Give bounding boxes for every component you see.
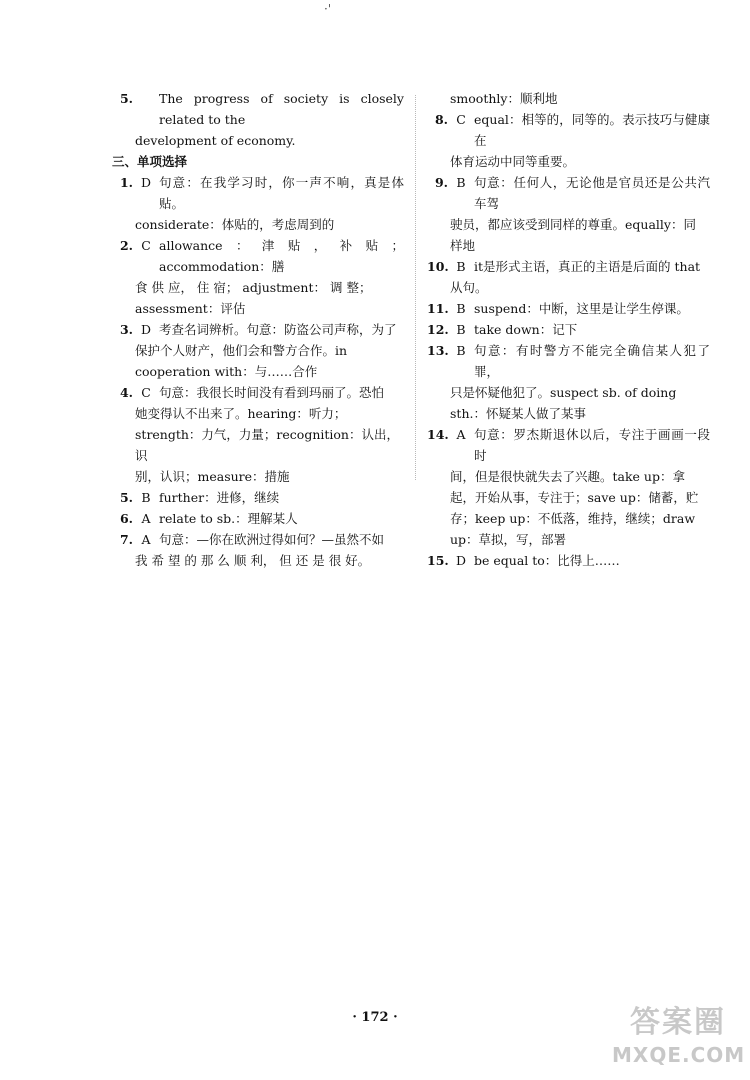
item-answer: C [141,385,151,400]
item-continuation: 驶员，都应该受到同样的尊重。equally：同 [450,217,696,232]
item-answer: B [456,259,466,274]
item-answer: A [456,427,466,442]
item-continuation: 我 希 望 的 那 么 顺 利， 但 还 是 很 好。 [135,553,371,568]
item-number: 4. [119,385,133,400]
answer-item [112,529,404,550]
answer-list [427,109,710,571]
item-number: 2. [119,238,133,253]
item-number: 5. [119,91,133,106]
item-answer: C [456,112,466,127]
item-text: allowance：津贴，补贴；accommodation：膳 [159,238,404,274]
item-text: further：进修，继续 [159,490,280,505]
item-continuation: smoothly：顺利地 [450,91,558,106]
item-text: 句意：在我学习时，你一声不响，真是体贴。 [159,175,404,211]
item-number: 13. [427,343,449,358]
item-text: equal：相等的，同等的。表示技巧与健康在 [474,112,710,148]
item-answer: C [141,238,151,253]
item-continuation: considerate：体贴的，考虑周到的 [135,217,335,232]
item-number: 1. [119,175,133,190]
item-number: 10. [427,259,449,274]
item-continuation: 她变得认不出来了。hearing：听力； [135,406,347,421]
item-text: 考查名词辨析。句意：防盗公司声称，为了 [159,322,397,337]
item-answer: D [140,175,152,190]
answer-item [112,235,404,277]
section-heading: 三、单项选择 [112,154,188,169]
item-answer: B [456,322,466,337]
answer-item [427,298,710,319]
item-number: 12. [427,322,449,337]
item-continuation: strength：力气，力量；recognition：认出，识 [135,427,399,463]
answer-item [112,487,404,508]
item-continuation: sth.：怀疑某人做了某事 [450,406,586,421]
item-text: relate to sb.：理解某人 [159,511,298,526]
watermark-url: MXQE.COM [612,1043,746,1067]
item-continuation: cooperation with：与……合作 [135,364,318,379]
answer-item [427,256,710,277]
item-continuation: assessment：评估 [135,301,246,316]
item-text: be equal to：比得上…… [474,553,620,568]
item-continuation: 间，但是很快就失去了兴趣。take up：拿 [450,469,685,484]
item-number: 5. [119,490,133,505]
item-answer [133,88,159,130]
item-text: 句意：—你在欧洲过得如何？—虽然不如 [159,532,385,547]
answer-item [112,172,404,214]
answer-item [427,424,710,466]
item-continuation: up：草拟，写，部署 [450,532,567,547]
item-number: 6. [119,511,133,526]
page-number: · 172 · [352,1010,398,1025]
item-answer: D [140,322,152,337]
item-answer: B [456,301,466,316]
item-answer: B [141,490,151,505]
item-number: 9. [434,175,448,190]
item-number: 11. [427,301,449,316]
answer-item [112,319,404,340]
item-number: 3. [119,322,133,337]
answer-item [427,319,710,340]
item-answer: B [456,175,466,190]
item-number: 8. [434,112,448,127]
item-number: 15. [427,553,449,568]
item-continuation: 保护个人财产，他们会和警方合作。in [135,343,348,358]
item-continuation: 起，开始从事，专注于；save up：储蓄，贮 [450,490,699,505]
item-continuation: 存；keep up：不低落，维持，继续；draw [450,511,696,526]
item-number: 14. [427,427,449,442]
answer-item [427,340,710,382]
item-text: 句意：罗杰斯退休以后，专注于画画一段时 [474,427,710,463]
item-text: take down：记下 [474,322,578,337]
item-answer: B [456,343,466,358]
item-number: 7. [119,532,133,547]
item-text: 句意：我很长时间没有看到玛丽了。恐怕 [159,385,385,400]
item-continuation: 样地 [450,238,476,253]
item-text: 句意：任何人，无论他是官员还是公共汽车驾 [474,175,710,211]
item-continuation: 体育运动中同等重要。 [450,154,576,169]
item-text: The progress of society is closely related to the [159,91,404,127]
answer-item [112,382,404,403]
right-column [427,88,710,571]
item-answer: A [141,511,151,526]
item-text: 句意：有时警方不能完全确信某人犯了罪， [474,343,710,379]
answer-item [112,508,404,529]
answer-list [112,172,404,571]
answer-item [427,550,710,571]
item-continuation: 从句。 [450,280,488,295]
watermark-title: 答案圈 [630,1005,726,1040]
answer-item-5 [112,88,404,130]
watermark-logo [612,1004,744,1076]
column-divider [415,95,416,480]
item-continuation: 只是怀疑他犯了。suspect sb. of doing [450,385,677,400]
item-answer: A [141,532,151,547]
answer-item [427,109,710,151]
item-continuation: development of economy. [135,133,296,148]
item-continuation: 食 供 应， 住 宿； adjustment： 调 整； [135,280,372,295]
item-continuation: 别，认识；measure：措施 [135,469,290,484]
answer-item [427,172,710,214]
item-text: suspend：中断，这里是让学生停课。 [474,301,689,316]
item-text: it是形式主语，真正的主语是后面的 that [474,259,701,274]
item-answer: D [455,553,467,568]
top-mark: ·' [324,2,332,16]
left-column [112,88,404,571]
